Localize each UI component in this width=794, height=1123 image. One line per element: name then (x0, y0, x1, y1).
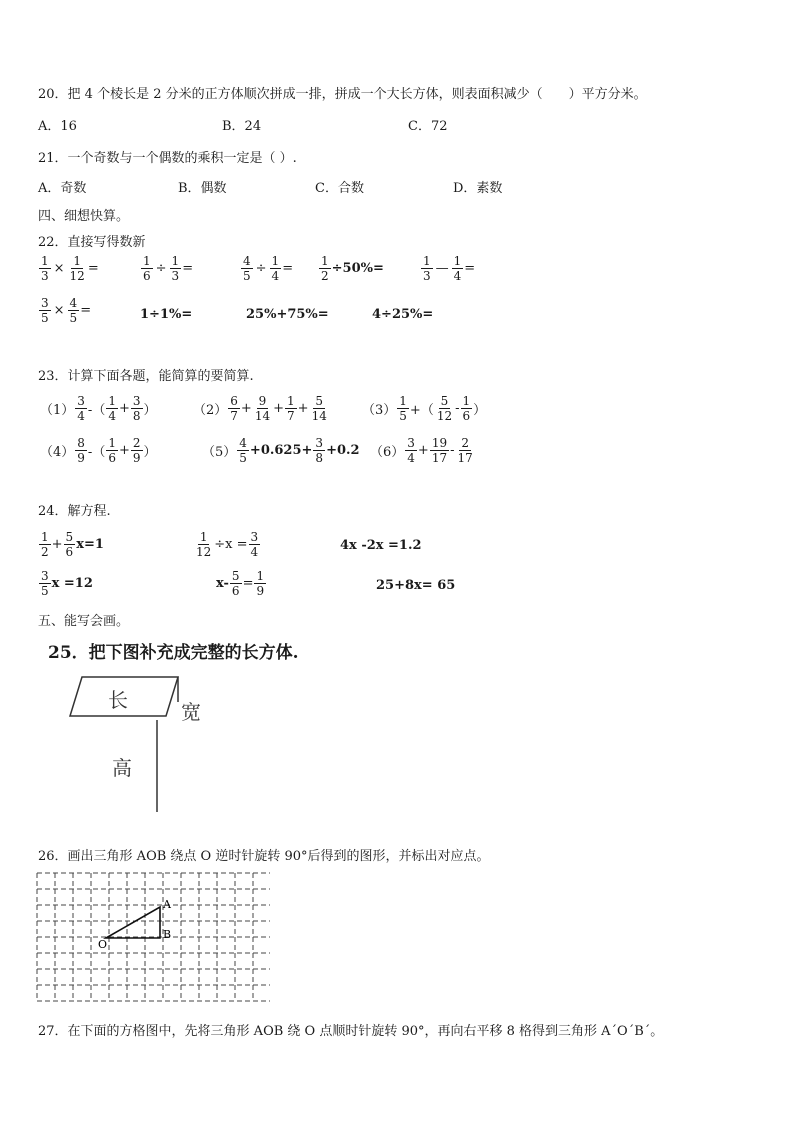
q23-problem-6: （6） $\frac{3}{4}$ + $\frac{19}{17}$ - $\frac{2}{17}$ (370, 436, 473, 465)
q20-option-a: A．16 (38, 119, 77, 134)
length-label: 长 (108, 688, 128, 712)
q22-item-e: $\frac{1}{3}$ — $\frac{1}{4}$ = (423, 254, 476, 283)
question-27: 27．在下面的方格图中，先将三角形 AOB 绕 O 点顺时针旋转 90°，再向右平移 8 格得到三角形 A´O´B´。 (38, 1024, 664, 1039)
q21-option-b: B．偶数 (178, 181, 227, 196)
q22-item-h: 25%+75%= (246, 307, 329, 322)
q24-equation-2: $\frac{1}{12}$ ÷x = $\frac{3}{4}$ (196, 530, 259, 559)
question-26: 26．画出三角形 AOB 绕点 O 逆时针旋转 90°后得到的图形，并标出对应点。 (38, 849, 490, 864)
question-23: 23．计算下面各题，能简算的要简算. (38, 369, 254, 384)
q23-problem-2: （2） $\frac{6}{7}$ + $\frac{9}{14}$ + $\frac{1}{7}$ + $\frac{5}{14}$ (193, 394, 327, 423)
q23-problem-3: （3） $\frac{1}{5}$ +（ $\frac{5}{12}$ - $\frac{1}{6}$ ） (362, 394, 487, 423)
q24-equation-3: 4x -2x =1.2 (340, 538, 422, 553)
q22-item-f: $\frac{3}{5}$ × $\frac{4}{5}$ = (41, 296, 92, 325)
q23-problem-5: （5） $\frac{4}{5}$ +0.625+ $\frac{3}{8}$ +0.2 (202, 436, 360, 465)
q23-problem-1: （1） $\frac{3}{4}$ -（ $\frac{1}{4}$ + $\frac{3}{8}$ ） (40, 394, 157, 423)
q24-equation-6: 25+8x= 65 (376, 578, 456, 593)
q23-problem-4: （4） $\frac{8}{9}$ -（ $\frac{1}{6}$ + $\frac{2}{9}$ ） (40, 436, 157, 465)
section-5-heading: 五、能写会画。 (38, 614, 130, 629)
q22-item-g: 1÷1%= (140, 307, 193, 322)
point-o-label: O (98, 938, 108, 951)
q22-item-i: 4÷25%= (372, 307, 434, 322)
question-21: 21．一个奇数与一个偶数的乘积一定是（ ）. (38, 151, 297, 166)
q22-item-b: $\frac{1}{6}$ ÷ $\frac{1}{3}$ = (143, 254, 194, 283)
rotation-grid-svg (36, 872, 270, 1004)
cuboid-sketch-svg (66, 672, 226, 814)
point-b-label: B (163, 928, 172, 941)
width-label: 宽 (181, 700, 201, 724)
q24-equation-5: x- $\frac{5}{6}$ = $\frac{1}{9}$ (216, 569, 265, 598)
q24-equation-1: $\frac{1}{2}$ + $\frac{5}{6}$ x=1 (41, 530, 104, 559)
section-4-heading: 四、细想快算。 (38, 209, 130, 224)
q21-option-a: A．奇数 (38, 181, 87, 196)
q21-option-c: C．合数 (315, 181, 364, 196)
q20-option-c: C．72 (408, 119, 448, 134)
triangle-aob (106, 907, 160, 938)
question-25: 25．把下图补充成完整的长方体. (48, 643, 299, 663)
question-20: 20．把 4 个棱长是 2 分米的正方体顺次拼成一排，拼成一个大长方体，则表面积减少（ ）平方分米。 (38, 87, 647, 102)
q22-item-a: $\frac{1}{3}$ × $\frac{1}{12}$ = (41, 254, 99, 283)
point-a-label: A (163, 898, 171, 911)
question-24: 24．解方程. (38, 504, 111, 519)
q21-option-d: D．素数 (453, 181, 503, 196)
q20-option-b: B．24 (222, 119, 262, 134)
q22-item-c: $\frac{4}{5}$ ÷ $\frac{1}{4}$ = (243, 254, 294, 283)
question-22: 22．直接写得数新 (38, 235, 146, 250)
rotation-grid (36, 872, 270, 1004)
height-label: 高 (112, 756, 132, 780)
cuboid-sketch (66, 672, 226, 814)
q24-equation-4: $\frac{3}{5}$ x =12 (41, 569, 93, 598)
grid-lines (37, 873, 270, 1001)
q22-item-d: $\frac{1}{2}$ ÷50%= (321, 254, 384, 283)
